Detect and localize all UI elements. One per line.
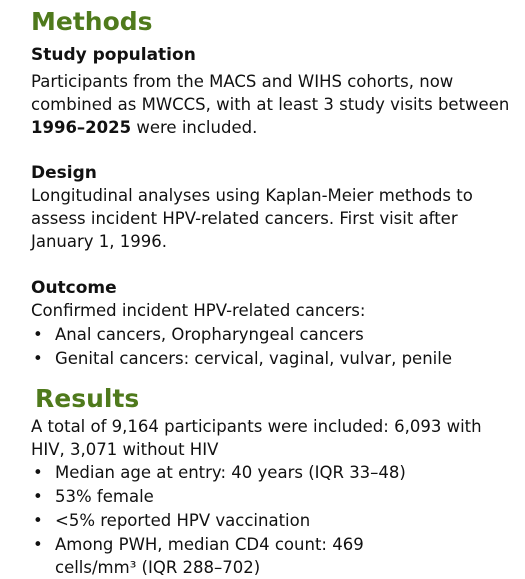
results-bullet-text: Among PWH, median CD4 count: 469 cells/mm³ (IQR 288–702) <box>55 535 364 577</box>
bullet-icon: • <box>33 325 43 344</box>
bullet-icon: • <box>33 487 43 506</box>
results-bullet <box>31 485 511 509</box>
outcome-bullet-text: Genital cancers: cervical, vaginal, vulvar, penile <box>55 349 452 368</box>
results-bullet-text: Median age at entry: 40 years (IQR 33–48) <box>55 463 406 482</box>
results-bullet <box>31 533 415 579</box>
outcome-text: Confirmed incident HPV-related cancers: <box>31 301 366 320</box>
results-text: A total of 9,164 participants were included: 6,093 with HIV, 3,071 without HIV <box>31 417 482 459</box>
study-population-text <box>31 70 511 139</box>
results-bullet-text: 53% female <box>55 487 154 506</box>
study-population-text-before: Participants from the MACS and WIHS cohorts, now combined as MWCCS, with at least 3 study visits between <box>31 72 510 114</box>
outcome-bullet <box>31 323 511 347</box>
methods-title: Methods <box>31 7 153 36</box>
study-population-years: 1996–2025 <box>31 118 132 137</box>
outcome-bullet-text: Anal cancers, Oropharyngeal cancers <box>55 325 364 344</box>
bullet-icon: • <box>33 349 43 368</box>
study-population-heading: Study population <box>31 45 196 65</box>
study-population-text-after: were included. <box>131 118 258 137</box>
results-bullet-list <box>31 461 511 579</box>
results-bullet-text: <5% reported HPV vaccination <box>55 511 311 530</box>
design-text: Longitudinal analyses using Kaplan-Meier methods to assess incident HPV-related cancers. First visit after January 1, 1996. <box>31 186 473 251</box>
bullet-icon: • <box>33 535 43 554</box>
outcome-bullet-list <box>31 323 511 371</box>
bullet-icon: • <box>33 511 43 530</box>
outcome-heading: Outcome <box>31 278 117 298</box>
outcome-bullet <box>31 347 511 371</box>
design-heading: Design <box>31 163 97 183</box>
results-title: Results <box>35 384 140 413</box>
results-bullet <box>31 509 511 533</box>
bullet-icon: • <box>33 463 43 482</box>
results-bullet <box>31 461 511 485</box>
